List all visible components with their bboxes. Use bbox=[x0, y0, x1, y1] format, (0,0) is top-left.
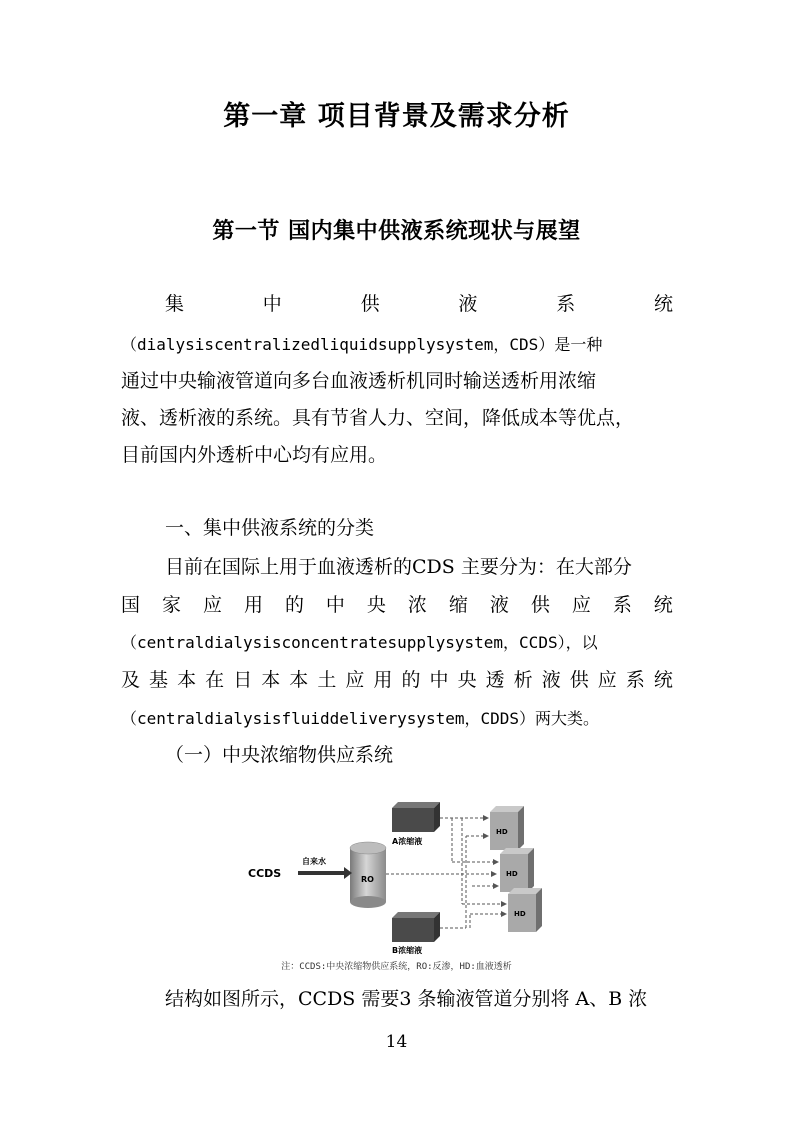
para2-char: 浓 bbox=[407, 594, 427, 616]
para2-char: 基 bbox=[149, 669, 169, 691]
para2-char: 供 bbox=[569, 669, 589, 691]
para1-line4: 液、透析液的系统。具有节省人力、空间，降低成本等优点， bbox=[121, 407, 635, 429]
tank-b-label: B浓缩液 bbox=[392, 946, 423, 955]
para2-line5-text: （centraldialysisfluiddeliverysystem，CDDS）两大类。 bbox=[121, 709, 600, 728]
hd-label: HD bbox=[514, 910, 526, 918]
para1-line3: 通过中央输液管道向多台血液透析机同时输送透析用浓缩 bbox=[121, 370, 597, 392]
para2-char: 缩 bbox=[448, 594, 468, 616]
para2-char: 中 bbox=[429, 669, 449, 691]
para2-char: 析 bbox=[513, 669, 533, 691]
para2-char: 应 bbox=[597, 669, 617, 691]
para1-char: 中 bbox=[262, 293, 282, 315]
ccds-diagram bbox=[240, 796, 560, 958]
para2-line3 bbox=[121, 628, 673, 657]
hd-label: HD bbox=[496, 828, 508, 836]
para1-char: 系 bbox=[556, 293, 576, 315]
para2-line3-text: （centraldialysisconcentratesupplysystem，CCDS），以 bbox=[121, 633, 598, 652]
para1-line2-text: （dialysiscentralizedliquidsupplysystem，CDS）是一种 bbox=[121, 335, 603, 354]
para2-char: 的 bbox=[401, 669, 421, 691]
para1-char: 供 bbox=[360, 293, 380, 315]
section-title: 第一节 国内集中供液系统现状与展望 bbox=[212, 219, 581, 244]
hd-label: HD bbox=[506, 870, 518, 878]
subheading-classification: 一、集中供液系统的分类 bbox=[165, 517, 375, 539]
para2-line4 bbox=[121, 666, 673, 694]
para2-char: 透 bbox=[485, 669, 505, 691]
para2-char: 用 bbox=[243, 594, 263, 616]
para2-char: 系 bbox=[612, 594, 632, 616]
para2-char: 及 bbox=[121, 669, 141, 691]
para2-char: 本 bbox=[261, 669, 281, 691]
para2-char: 本 bbox=[289, 669, 309, 691]
para2-char: 央 bbox=[457, 669, 477, 691]
para2-char: 系 bbox=[625, 669, 645, 691]
chapter-title: 第一章 项目背景及需求分析 bbox=[223, 101, 570, 132]
para1-line5: 目前国内外透析中心均有应用。 bbox=[121, 444, 388, 466]
para1-char: 集 bbox=[165, 293, 185, 315]
para2-char: 液 bbox=[541, 669, 561, 691]
para2-char: 液 bbox=[489, 594, 509, 616]
para2-line1: 目前在国际上用于血液透析的CDS 主要分为：在大部分 bbox=[165, 556, 632, 578]
para2-char: 应 bbox=[345, 669, 365, 691]
para2-char: 应 bbox=[202, 594, 222, 616]
para2-char: 供 bbox=[530, 594, 550, 616]
para2-char: 家 bbox=[161, 594, 181, 616]
pipes bbox=[386, 818, 506, 928]
para2-char: 用 bbox=[373, 669, 393, 691]
para3-line1: 结构如图所示，CCDS 需要3 条输液管道分别将 A、B 浓 bbox=[165, 988, 648, 1010]
tank-a-label: A浓缩液 bbox=[392, 837, 423, 846]
para2-char: 统 bbox=[653, 594, 673, 616]
para1-char: 统 bbox=[653, 293, 673, 315]
para1-line1 bbox=[165, 290, 673, 318]
para2-char: 在 bbox=[205, 669, 225, 691]
tank-b bbox=[392, 912, 440, 942]
para2-char: 国 bbox=[121, 594, 141, 616]
tank-a bbox=[392, 802, 440, 832]
para2-line2 bbox=[121, 591, 673, 619]
ro-label: RO bbox=[361, 875, 374, 884]
para2-char: 央 bbox=[366, 594, 386, 616]
para2-char: 土 bbox=[317, 669, 337, 691]
ccds-label: CCDS bbox=[248, 867, 282, 880]
para2-line5 bbox=[121, 704, 673, 733]
subheading-ccds: （一）中央浓缩物供应系统 bbox=[165, 744, 394, 766]
water-label: 自来水 bbox=[302, 857, 326, 866]
para2-char: 应 bbox=[571, 594, 591, 616]
para1-char: 液 bbox=[458, 293, 478, 315]
para2-char: 日 bbox=[233, 669, 253, 691]
figure-caption: 注：CCDS:中央浓缩物供应系统，RO:反渗，HD:血液透析 bbox=[281, 962, 512, 972]
para2-char: 中 bbox=[325, 594, 345, 616]
page-number: 14 bbox=[385, 1032, 408, 1052]
para2-char: 本 bbox=[177, 669, 197, 691]
para2-char: 统 bbox=[653, 669, 673, 691]
para2-char: 的 bbox=[284, 594, 304, 616]
para1-line2 bbox=[121, 330, 673, 359]
